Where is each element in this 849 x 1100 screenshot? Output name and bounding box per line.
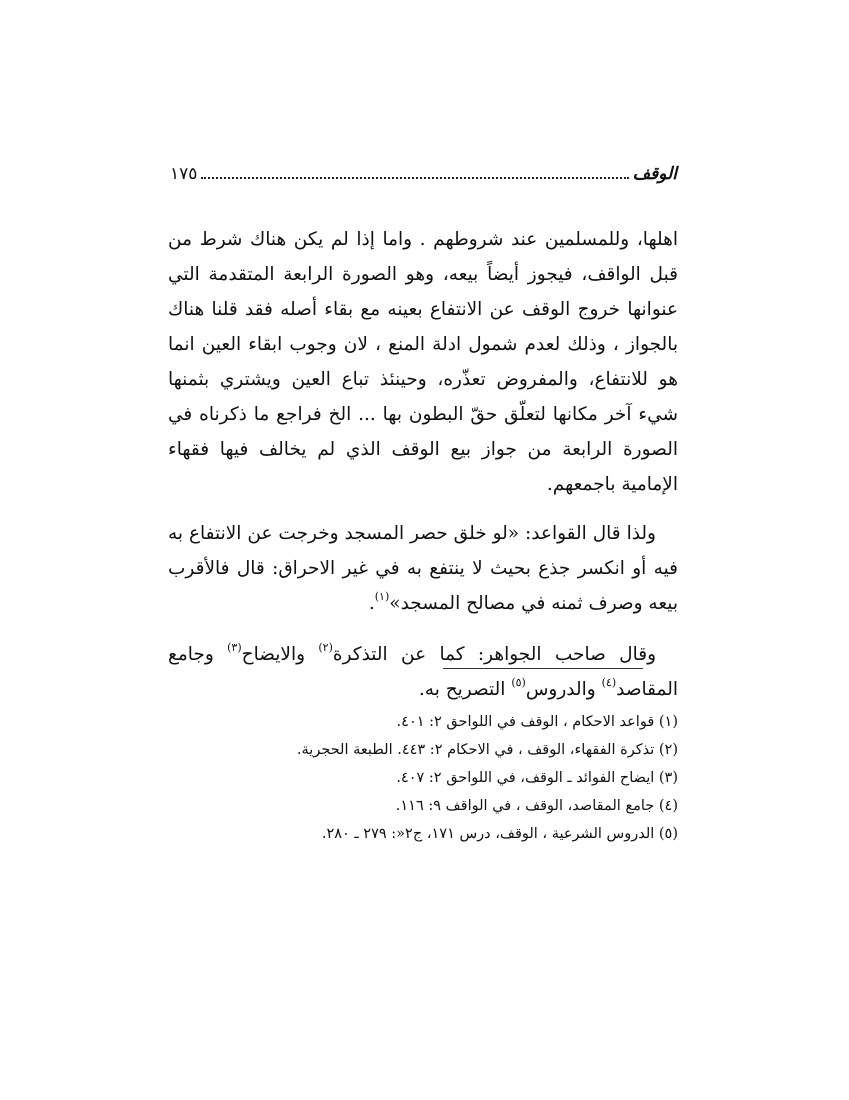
paragraph-3-text-a: وقال صاحب الجواهر: كما عن التذكرة xyxy=(332,644,656,665)
footnote-ref-3[interactable]: (٣) xyxy=(227,641,242,654)
header-dot-leader xyxy=(201,177,628,179)
footnote-ref-1[interactable]: (١) xyxy=(374,590,390,603)
paragraph-1: اهلها، وللمسلمين عند شروطهم . واما إذا لم يكن هناك شرط من قبل الواقف، فيجوز أيضاً بيعه، وهو الصورة الرابعة المتقدمة التي عنوانها خروج الوقف عن الانتفاع بعينه مع بقاء أصله فقد قلنا هناك بالجواز ، وذلك لعدم شمول ادلة المنع ، لان وجوب ابقاء العين انما هو للانتفاع، والمفروض تعذّره، وحينئذ تباع العين ويشتري بثمنها شيء آخر مكانها لتعلّق حقّ البطون بها ... الخ فراجع ما ذكرناه في الصورة الرابعة من جواز بيع الوقف الذي لم يخالف فيها فقهاء الإمامية باجمعهم. xyxy=(168,229,678,495)
footnote-ref-5[interactable]: (٥) xyxy=(511,676,526,689)
footnote-2: (٢) تذكرة الفقهاء، الوقف ، في الاحكام ٢: ٤٤٣. الطبعة الحجرية. xyxy=(296,742,678,758)
paragraph-2 xyxy=(168,516,678,621)
paragraph-3 xyxy=(168,637,678,707)
paragraph-3-text-c: وجامع المقاصد xyxy=(168,644,678,700)
footnote-ref-2[interactable]: (٢) xyxy=(318,641,333,654)
footnote-separator xyxy=(443,668,643,669)
footnote-1: (١) قواعد الاحكام ، الوقف في اللواحق ٢: ٤٠١. xyxy=(396,714,678,730)
paragraph-2-end: . xyxy=(368,593,375,614)
header-title: الوقف xyxy=(632,164,677,184)
paragraph-3-text-e: التصريح به. xyxy=(418,679,512,700)
running-header xyxy=(170,152,677,184)
paragraph-3-text-b: والايضاح xyxy=(241,644,319,665)
footnote-3: (٣) ايضاح الفوائد ـ الوقف، في اللواحق ٢: ٤٠٧. xyxy=(396,770,678,786)
paragraph-2-text: ولذا قال القواعد: «لو خلق حصر المسجد وخرجت عن الانتفاع به فيه أو انكسر جذع بحيث لا ينتفع به في غير الاحراق: قال فالأقرب بيعه وصرف ثمنه في مصالح المسجد» xyxy=(168,523,678,614)
footnote-5: (٥) الدروس الشرعية ، الوقف، درس ١٧١، ج٢«: ٢٧٩ ـ ٢٨٠. xyxy=(321,826,678,842)
footnote-ref-4[interactable]: (٤) xyxy=(601,676,617,689)
footnote-4: (٤) جامع المقاصد، الوقف ، في الواقف ٩: ١١٦. xyxy=(395,798,678,814)
page-number: ١٧٥ xyxy=(170,164,198,184)
footnotes xyxy=(168,708,678,848)
paragraph-3-text-d: والدروس xyxy=(525,679,602,700)
body-text xyxy=(168,222,678,707)
